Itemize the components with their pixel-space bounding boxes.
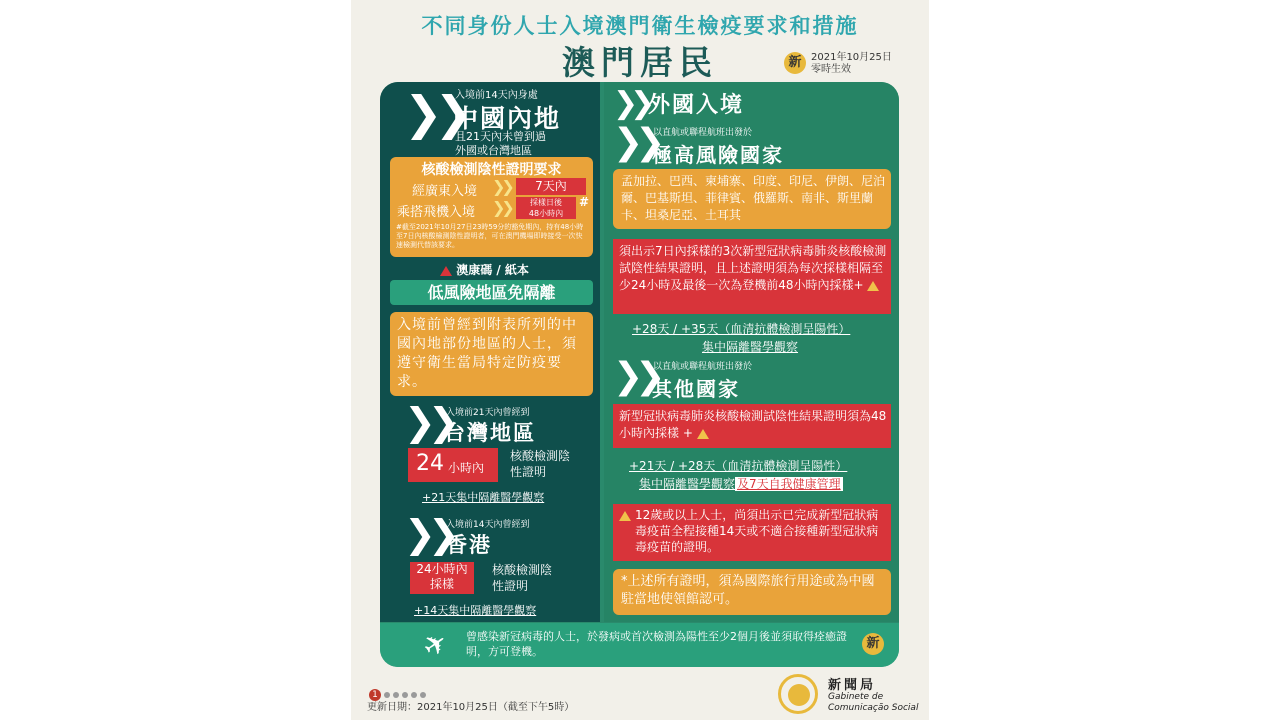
date-line-2: 零時生效 bbox=[811, 64, 851, 75]
hongkong-quarantine: +14天集中隔離醫學觀察 bbox=[414, 604, 537, 617]
chevron-icon: ❯❯ bbox=[404, 86, 466, 140]
chevron-icon: ❯❯ bbox=[613, 86, 648, 121]
other-quarantine-2a: 集中隔離醫學觀察 bbox=[639, 477, 736, 491]
mainland-post-1: 且21天內未曾到過 bbox=[455, 130, 546, 143]
mainland-post-2: 外國或台灣地區 bbox=[455, 144, 532, 157]
org-name-pt-2: Comunicação Social bbox=[828, 703, 919, 713]
taiwan-pre: 入境前21天內曾經到 bbox=[446, 408, 530, 418]
chevron-icon: ❯❯ bbox=[492, 198, 511, 217]
vaccine-box bbox=[613, 504, 891, 561]
infographic-poster bbox=[351, 0, 929, 720]
vaccine-requirement: 12歲或以上人士，尚須出示已完成新型冠狀病毒疫苗全程接種14天或不適合接種新型冠狀病毒疫苗的證明。 bbox=[635, 508, 879, 554]
chevron-icon: ❯❯ bbox=[613, 356, 658, 397]
org-name-pt-1: Gabinete de bbox=[828, 692, 884, 702]
hongkong-hours-box bbox=[410, 562, 474, 594]
other-requirement-box bbox=[613, 404, 891, 448]
taiwan-quarantine: +21天集中隔離醫學觀察 bbox=[422, 491, 545, 504]
bottom-bar bbox=[380, 623, 899, 667]
flight-value-1: 採樣日後 bbox=[530, 198, 562, 207]
hongkong-hours-1: 24小時內 bbox=[416, 562, 468, 576]
hongkong-pre: 入境前14天內曾經到 bbox=[446, 520, 530, 530]
low-risk-box bbox=[390, 312, 593, 396]
hash-mark: # bbox=[579, 195, 590, 209]
poster-subtitle: 澳門居民 bbox=[562, 43, 718, 82]
airplane-icon: ✈ bbox=[416, 624, 455, 665]
effective-date bbox=[811, 52, 892, 76]
nat-requirement-box bbox=[390, 157, 593, 257]
hongkong-hours-2: 採樣 bbox=[429, 577, 454, 591]
chevron-icon: ❯❯ bbox=[404, 512, 452, 556]
certificate-note: *上述所有證明，須為國際旅行用途或為中國駐當地使領館認可。 bbox=[621, 574, 875, 607]
taiwan-hours-unit: 小時內 bbox=[448, 461, 485, 475]
poster-title: 不同身份人士入境澳門衛生檢疫要求和措施 bbox=[421, 14, 859, 38]
high-risk-quarantine-1: +28天 / +35天（血清抗體檢測呈陽性） bbox=[632, 322, 851, 336]
other-requirement bbox=[619, 408, 887, 442]
high-risk-quarantine-2: 集中隔離醫學觀察 bbox=[702, 340, 799, 354]
warning-triangle-icon bbox=[619, 511, 631, 521]
countries-list: 孟加拉、巴西、柬埔寨、印度、印尼、伊朗、尼泊爾、巴基斯坦、菲律賓、俄羅斯、南非、斯里蘭卡、坦桑尼亞、土耳其 bbox=[621, 174, 886, 222]
mainland-pre: 入境前14天內身處 bbox=[455, 90, 538, 101]
left-margin bbox=[0, 0, 351, 720]
chevron-icon: ❯❯ bbox=[404, 400, 452, 444]
gcs-logo-ring bbox=[788, 684, 810, 706]
new-badge: 新 bbox=[784, 52, 806, 74]
update-date: 更新日期：2021年10月25日（截至下午5時） bbox=[367, 702, 575, 713]
other-countries-title: 其他國家 bbox=[652, 377, 740, 401]
page-dot[interactable] bbox=[420, 692, 426, 698]
page-dot[interactable] bbox=[411, 692, 417, 698]
hongkong-title: 香港 bbox=[446, 533, 492, 557]
warning-triangle-icon bbox=[867, 281, 879, 291]
certificate-note-box bbox=[613, 569, 891, 615]
high-risk-requirement bbox=[619, 243, 887, 294]
mainland-title: 中國內地 bbox=[453, 104, 562, 133]
recovered-notice: 曾感染新冠病毒的人士，於發病或首次檢測為陽性至少2個月後並須取得痊癒證明，方可登機。 bbox=[466, 630, 847, 658]
nat-note: #截至2021年10月27日23時59分的豁免期內，持有48小時至7日內核酸檢測陰性證明者，可在澳門機場即時接受一次快速檢測代替該要求。 bbox=[396, 223, 584, 249]
high-risk-pre: 以直航或聯程航班出發於 bbox=[653, 128, 753, 138]
high-risk-title: 極高風險國家 bbox=[652, 143, 784, 167]
other-quarantine-1: +21天 / +28天（血清抗體檢測呈陽性） bbox=[629, 459, 848, 473]
other-quarantine-2 bbox=[639, 475, 843, 492]
warning-triangle-icon bbox=[697, 429, 709, 439]
hongkong-requirement: 核酸檢測陰性證明 bbox=[492, 563, 553, 593]
other-requirement-text: 新型冠狀病毒肺炎核酸檢測試陰性結果證明須為48小時內採樣 + bbox=[619, 409, 887, 440]
right-column bbox=[604, 82, 899, 622]
taiwan-hours-box bbox=[408, 448, 498, 482]
health-code-text: 澳康碼 / 紙本 bbox=[456, 263, 529, 277]
guangdong-label: 經廣東入境 bbox=[412, 184, 478, 199]
taiwan-title: 台灣地區 bbox=[444, 421, 536, 445]
low-risk-text: 入境前曾經到附表所列的中國內地部份地區的人士，須遵守衛生當局特定防疫要求。 bbox=[397, 317, 577, 390]
page-dot[interactable] bbox=[393, 692, 399, 698]
flight-value-2: 48小時內 bbox=[528, 209, 564, 218]
main-panel bbox=[380, 82, 899, 667]
chevron-icon: ❯❯ bbox=[613, 122, 658, 163]
date-line-1: 2021年10月25日 bbox=[811, 52, 892, 63]
foreign-title: 外國入境 bbox=[648, 93, 745, 118]
flight-label: 乘搭飛機入境 bbox=[397, 205, 476, 220]
gcs-logo bbox=[776, 672, 926, 716]
high-risk-requirement-text: 須出示7日內採樣的3次新型冠狀病毒肺炎核酸檢測試陰性結果證明，且上述證明須為每次採樣相隔至少24小時及最後一次為登機前48小時內採樣+ bbox=[619, 244, 887, 292]
page-dot[interactable] bbox=[402, 692, 408, 698]
countries-box bbox=[613, 169, 891, 229]
right-margin bbox=[929, 0, 1280, 720]
health-code-row bbox=[440, 261, 529, 278]
left-column bbox=[380, 82, 600, 622]
taiwan-hours: 24 bbox=[416, 451, 444, 476]
nat-box-title: 核酸檢測陰性證明要求 bbox=[421, 162, 562, 178]
org-name-cn: 新聞局 bbox=[828, 678, 877, 693]
flight-value bbox=[516, 197, 576, 219]
high-risk-requirement-box bbox=[613, 239, 891, 314]
other-quarantine-2b: 及7天自我健康管理 bbox=[737, 477, 841, 491]
low-risk-title: 低風險地區免隔離 bbox=[390, 280, 593, 305]
other-countries-pre: 以直航或聯程航班出發於 bbox=[653, 362, 753, 372]
page-dot[interactable] bbox=[384, 692, 390, 698]
guangdong-value: 7天內 bbox=[516, 178, 586, 195]
page-dot-active[interactable]: 1 bbox=[369, 689, 381, 701]
warning-triangle-icon bbox=[440, 266, 452, 276]
chevron-icon: ❯❯ bbox=[492, 177, 511, 196]
taiwan-requirement: 核酸檢測陰性證明 bbox=[510, 449, 571, 479]
new-badge: 新 bbox=[862, 633, 884, 655]
